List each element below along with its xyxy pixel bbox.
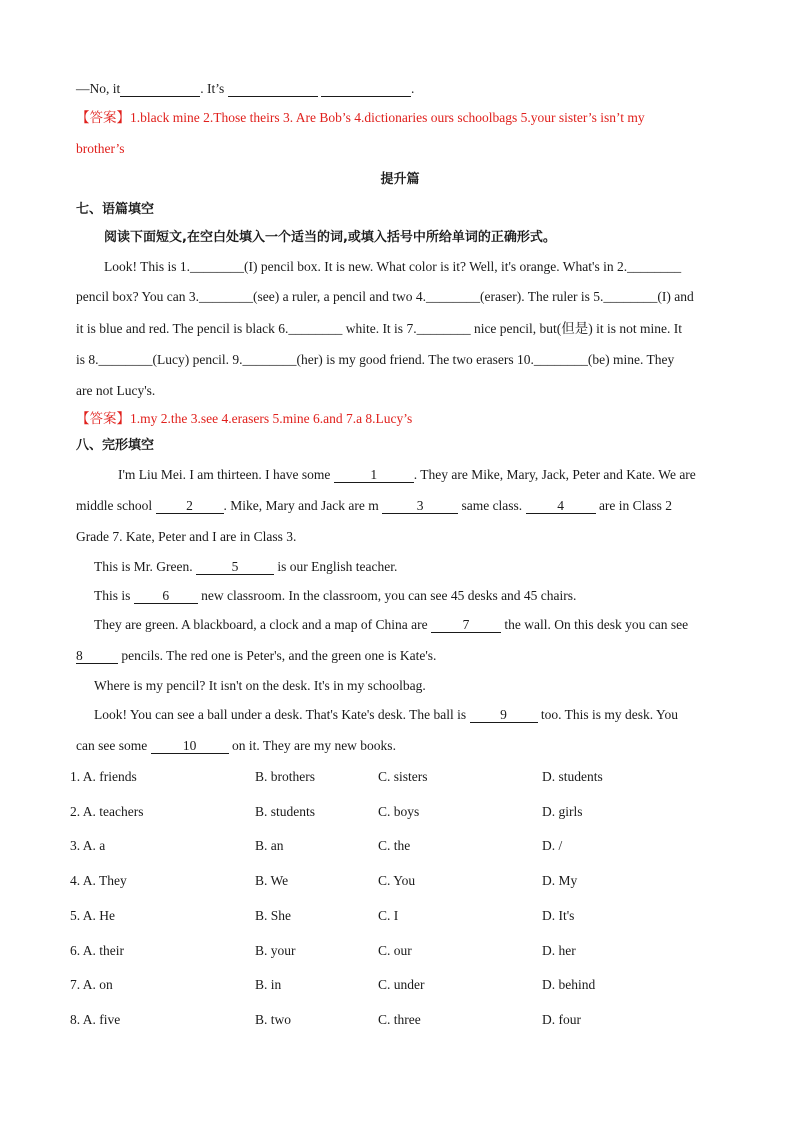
cloze-line — [118, 466, 696, 484]
text: pencils. The red one is Peter's, and the green one is Kate's. — [118, 648, 437, 663]
text: . They are Mike, Mary, Jack, Peter and Kate. We are — [413, 467, 696, 482]
option-b: B. She — [255, 908, 292, 923]
passage-line: it is blue and red. The pencil is black 6.________ white. It is 7.________ nice pencil, but(但是) it is not mine. It — [76, 321, 683, 336]
text: I'm Liu Mei. I am thirteen. I have some — [118, 467, 334, 482]
cloze-line — [76, 497, 672, 515]
text: can see some — [76, 738, 151, 753]
option-a: 6. A. their — [70, 943, 124, 958]
option-b: B. an — [255, 838, 284, 853]
text: Look! You can see a ball under a desk. That's Kate's desk. The ball is — [94, 707, 470, 722]
answer-blank — [120, 82, 200, 97]
cloze-blank: 5 — [196, 560, 274, 575]
text: the wall. On this desk you can see — [500, 617, 689, 632]
cloze-blank: 9 — [470, 708, 538, 723]
section-title: 提升篇 — [380, 172, 420, 187]
cloze-blank: 7 — [431, 618, 501, 633]
passage-line: Look! This is 1.________(I) pencil box. It is new. What color is it? Well, it's orange. What's in 2.________ — [104, 259, 682, 274]
option-d: D. her — [542, 943, 576, 958]
option-a: 3. A. a — [70, 838, 106, 853]
section-heading: 八、完形填空 — [76, 438, 155, 453]
answer-blank — [228, 82, 318, 97]
option-b: B. students — [255, 804, 316, 819]
passage-line: pencil box? You can 3.________(see) a ruler, a pencil and two 4.________(eraser). The ruler is 5.________(I) and — [76, 289, 694, 304]
answer-key-line: 【答案】1.black mine 2.Those theirs 3. Are Bob’s 4.dictionaries ours schoolbags 5.your sister’s isn’t my — [76, 110, 645, 125]
answer-key-line: brother’s — [76, 141, 125, 156]
text: They are green. A blackboard, a clock and a map of China are — [94, 617, 431, 632]
text: . It’s — [200, 81, 228, 96]
cloze-blank: 2 — [156, 499, 224, 514]
answer-key-line: 【答案】1.my 2.the 3.see 4.erasers 5.mine 6.and 7.a 8.Lucy’s — [76, 411, 413, 426]
text: same class. — [458, 498, 526, 513]
cloze-line: Where is my pencil? It isn't on the desk. It's in my schoolbag. — [94, 678, 426, 693]
passage-line: are not Lucy's. — [76, 383, 156, 398]
text: . Mike, Mary and Jack are m — [223, 498, 383, 513]
cloze-blank: 6 — [134, 589, 198, 604]
text: is our English teacher. — [274, 559, 398, 574]
option-a: 7. A. on — [70, 977, 113, 992]
text: —No, it — [76, 81, 121, 96]
option-a: 2. A. teachers — [70, 804, 144, 819]
option-b: B. We — [255, 873, 289, 888]
option-b: B. your — [255, 943, 296, 958]
option-d: D. It's — [542, 908, 575, 923]
cloze-blank: 4 — [526, 499, 596, 514]
text: too. This is my desk. You — [537, 707, 678, 722]
option-a: 1. A. friends — [70, 769, 137, 784]
option-a: 5. A. He — [70, 908, 115, 923]
cloze-line — [76, 737, 396, 755]
text: on it. They are my new books. — [228, 738, 396, 753]
cloze-blank: 1 — [334, 468, 414, 483]
section-heading: 七、语篇填空 — [76, 202, 155, 217]
answer-blank — [321, 82, 411, 97]
option-a: 8. A. five — [70, 1012, 121, 1027]
option-d: D. girls — [542, 804, 583, 819]
instruction: 阅读下面短文,在空白处填入一个适当的词,或填入括号中所给单词的正确形式。 — [104, 230, 556, 245]
option-c: C. under — [378, 977, 425, 992]
text: . — [411, 81, 415, 96]
option-d: D. / — [542, 838, 563, 853]
cloze-line — [94, 558, 397, 576]
cloze-blank: 8 — [76, 649, 118, 664]
cloze-line — [76, 647, 436, 665]
cloze-line — [94, 587, 576, 605]
cloze-line — [94, 706, 678, 724]
option-b: B. two — [255, 1012, 292, 1027]
option-d: D. four — [542, 1012, 581, 1027]
cloze-line: Grade 7. Kate, Peter and I are in Class 3. — [76, 529, 297, 544]
option-c: C. our — [378, 943, 412, 958]
option-c: C. boys — [378, 804, 420, 819]
cloze-line — [94, 616, 688, 634]
option-c: C. sisters — [378, 769, 428, 784]
option-b: B. in — [255, 977, 282, 992]
text: This is — [94, 588, 134, 603]
previous-question-line — [76, 80, 414, 98]
cloze-blank: 3 — [382, 499, 458, 514]
text: middle school — [76, 498, 156, 513]
option-c: C. I — [378, 908, 399, 923]
option-c: C. the — [378, 838, 411, 853]
text: are in Class 2 — [595, 498, 673, 513]
option-a: 4. A. They — [70, 873, 127, 888]
option-c: C. three — [378, 1012, 421, 1027]
text: new classroom. In the classroom, you can see 45 desks and 45 chairs. — [197, 588, 577, 603]
option-b: B. brothers — [255, 769, 315, 784]
option-d: D. My — [542, 873, 578, 888]
cloze-blank: 10 — [151, 739, 229, 754]
text: This is Mr. Green. — [94, 559, 196, 574]
option-c: C. You — [378, 873, 416, 888]
option-d: D. behind — [542, 977, 596, 992]
option-d: D. students — [542, 769, 603, 784]
passage-line: is 8.________(Lucy) pencil. 9.________(her) is my good friend. The two erasers 10.________(be) mine. They — [76, 352, 675, 367]
